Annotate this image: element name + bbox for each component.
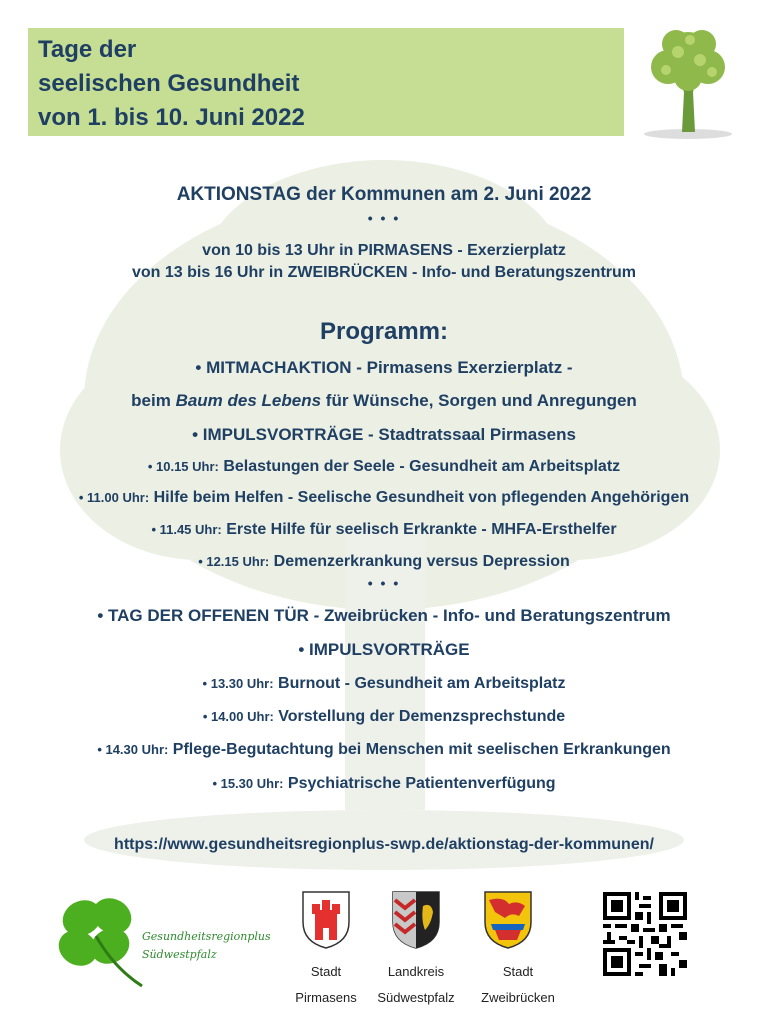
talk-title: Psychiatrische Patientenverfügung [287,775,556,792]
title-box [28,28,624,136]
location-zweibruecken: von 13 bis 16 Uhr in ZWEIBRÜCKEN - Info- und Beratungszentrum [131,264,637,281]
talk-time: • 14.30 Uhr: [97,742,169,757]
talk-time: • 10.15 Uhr: [147,459,219,474]
crest-label-pirmasens-2: Pirmasens [295,990,357,1005]
title-line-1: Tage der [38,36,137,63]
brand-line-2: Südwestpfalz [142,948,217,961]
talk-item [0,741,768,759]
talk-title: Vorstellung der Demenzsprechstunde [278,708,566,725]
separator-dots: • • • [367,210,401,226]
talk-time: • 14.00 Uhr: [202,709,274,724]
baum-post: für Wünsche, Sorgen und Anregungen [321,391,637,410]
talk-title: Demenzerkrankung versus Depression [273,553,570,570]
crest-label-zweibruecken-2: Zweibrücken [481,990,555,1005]
clover-logo-icon [44,888,154,994]
aktionstag-heading: AKTIONSTAG der Kommunen am 2. Juni 2022 [176,184,592,205]
suedwestpfalz-crest-icon [391,890,441,950]
talk-title: Burnout - Gesundheit am Arbeitsplatz [278,675,566,692]
pirmasens-crest-icon [301,890,351,950]
talk-title: Pflege-Begutachtung bei Menschen mit seelischen Erkrankungen [172,741,671,758]
talk-time: • 11.45 Uhr: [151,522,222,537]
offene-tuer-line: • TAG DER OFFENEN TÜR - Zweibrücken - Info- und Beratungszentrum [97,606,671,625]
impuls-zweibruecken-line: • IMPULSVORTRÄGE [298,640,470,659]
talk-title: Belastungen der Seele - Gesundheit am Arbeitsplatz [223,458,621,475]
location-pirmasens: von 10 bis 13 Uhr in PIRMASENS - Exerzierplatz [202,242,566,259]
talk-title: Erste Hilfe für seelisch Erkrankte - MHFA-Ersthelfer [226,521,617,538]
separator-dots-2: • • • [367,575,401,591]
crest-label-pirmasens-1: Stadt [310,964,342,979]
talk-time: • 11.00 Uhr: [78,490,150,505]
qr-code-icon[interactable] [603,892,687,976]
talk-item [0,775,768,793]
brand-line-1: Gesundheitsregionplus [142,930,271,943]
mitmachaktion-line: • MITMACHAKTION - Pirmasens Exerzierplatz - [195,358,573,377]
crest-label-zweibruecken-1: Stadt [502,964,534,979]
title-line-3: von 1. bis 10. Juni 2022 [38,104,305,131]
baum-des-lebens-line [0,391,768,411]
impuls-pirmasens-line: • IMPULSVORTRÄGE - Stadtratssaal Pirmasens [192,425,576,444]
talk-item [0,521,768,539]
crest-label-suedwestpfalz-1: Landkreis [387,964,445,979]
talk-item [0,708,768,726]
website-link[interactable]: https://www.gesundheitsregionplus-swp.de/aktionstag-der-kommunen/ [114,836,654,853]
talk-title: Hilfe beim Helfen - Seelische Gesundheit von pflegenden Angehörigen [153,489,690,506]
baum-italic: Baum des Lebens [175,391,322,410]
talk-time: • 15.30 Uhr: [212,776,284,791]
title-line-2: seelischen Gesundheit [38,70,300,97]
baum-pre: beim [131,391,176,410]
talk-time: • 12.15 Uhr: [198,554,270,569]
tree-logo-icon [638,22,738,140]
talk-item [0,675,768,693]
talk-time: • 13.30 Uhr: [202,676,274,691]
crest-label-suedwestpfalz-2: Südwestpfalz [377,990,455,1005]
zweibruecken-crest-icon [483,890,533,950]
talk-item [0,553,768,571]
programm-heading: Programm: [319,318,449,345]
talk-item [0,489,768,507]
talk-item [0,458,768,476]
